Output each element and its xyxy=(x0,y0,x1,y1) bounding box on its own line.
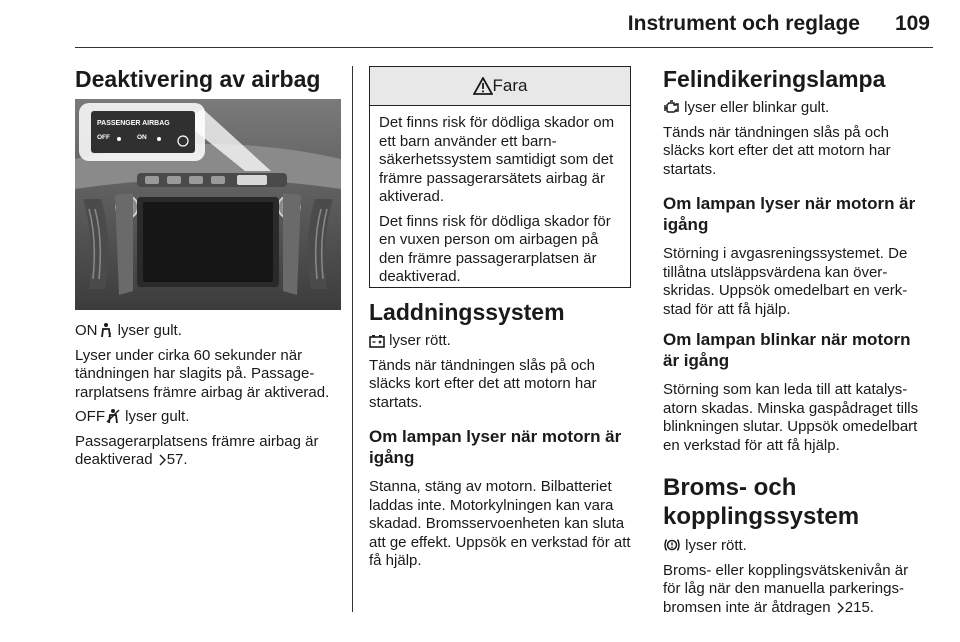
battery-icon xyxy=(369,334,385,348)
airbag-off-icon xyxy=(105,408,121,424)
column-charging xyxy=(369,299,631,571)
malfunction-status: lyser eller blinkar gult. xyxy=(680,99,830,116)
page-reference-link[interactable]: 215. xyxy=(844,598,874,616)
engine-icon xyxy=(663,100,680,115)
charging-subheading: Om lampan lyser när motorn är igång xyxy=(369,427,622,467)
danger-text-child: Det finns risk för dödliga skador om ett barn använder ett barnsäkerhetssystem samtidigt som det främre passagerarsätets airbag är aktiverad. xyxy=(379,114,615,205)
malfunction-blink-text: Störning som kan leda till att katalysatorn skadas. Minska gaspådraget tills blinkningen slutar. Uppsök omedelbart en verkstad för att få hjälp. xyxy=(663,381,919,454)
malfunction-subheading-on: Om lampan lyser när motorn är igång xyxy=(663,194,916,234)
airbag-on-description: Lyser under cirka 60 sekunder när tändningen har slagits på. Passagerarplatsens främre airbag är aktiverad. xyxy=(75,346,330,401)
charging-status: lyser rött. xyxy=(385,332,451,349)
column-rule xyxy=(352,66,353,612)
danger-title: Fara xyxy=(492,76,528,95)
photo-label-on: ON xyxy=(137,134,147,141)
dashboard-illustration xyxy=(75,99,341,310)
running-header-title: Instrument och reglage xyxy=(627,12,860,35)
off-status: lyser gult. xyxy=(121,408,190,425)
photo-label-off: OFF xyxy=(97,134,110,141)
column-airbag xyxy=(75,66,343,93)
airbag-off-description: Passagerarplatsens främre airbag är deaktiverad xyxy=(75,432,319,468)
malfunction-on-text: Störning i avgasreningssystemet. De tillåtna utsläppsvärdena kan överskridas. Uppsök omedelbart en verkstad för att få hjälp. xyxy=(663,245,908,318)
danger-box xyxy=(369,66,631,288)
airbag-on-icon xyxy=(98,322,114,338)
svg-text:2: 2 xyxy=(107,333,111,338)
warning-triangle-icon xyxy=(473,77,493,95)
danger-header xyxy=(370,67,630,106)
section-heading-charging: Laddningssystem xyxy=(369,299,565,325)
page-reference-icon xyxy=(157,453,167,467)
section-heading-airbag: Deaktivering av airbag xyxy=(75,66,321,92)
malfunction-description: Tänds när tändningen slås på och släcks kort efter det att motorn har startats. xyxy=(663,123,891,178)
danger-text-adult: Det finns risk för dödliga skador för en vuxen person om airbagen på den främre passagerarplatsen är deaktiverad. xyxy=(379,212,611,285)
column-indicators xyxy=(663,66,929,617)
off-label: OFF xyxy=(75,408,105,425)
charging-instructions: Stanna, stäng av motorn. Bilbatteriet laddas inte. Motorkylningen kan vara skadad. Bromsservoenheten kan sluta att ge effekt. Uppsök en verkstad för att få hjälp. xyxy=(369,478,631,569)
page-number: 109 xyxy=(894,12,930,35)
section-heading-malfunction: Felindikeringslampa xyxy=(663,66,886,92)
airbag-text xyxy=(75,322,343,470)
malfunction-subheading-blink: Om lampan blinkar när motorn är igång xyxy=(663,330,911,370)
page-reference-link[interactable]: 57. xyxy=(166,451,188,468)
brake-status: lyser rött. xyxy=(681,537,747,554)
brake-icon xyxy=(663,537,681,553)
on-status: lyser gult. xyxy=(113,322,182,339)
charging-description: Tänds när tändningen slås på och släcks kort efter det att motorn har startats. xyxy=(369,356,597,411)
dashboard-photo xyxy=(75,99,341,310)
brake-description: Broms- eller kopplingsvätskenivån är för låg när den manuella parkeringsbromsen inte är åtdragen xyxy=(663,561,909,616)
on-label: ON xyxy=(75,322,98,339)
photo-label-passenger-airbag: PASSENGER AIRBAG xyxy=(97,120,170,127)
page-reference-icon xyxy=(835,601,845,615)
section-heading-brake: Broms- och kopplingssystem xyxy=(663,474,860,530)
header-rule xyxy=(75,47,933,48)
